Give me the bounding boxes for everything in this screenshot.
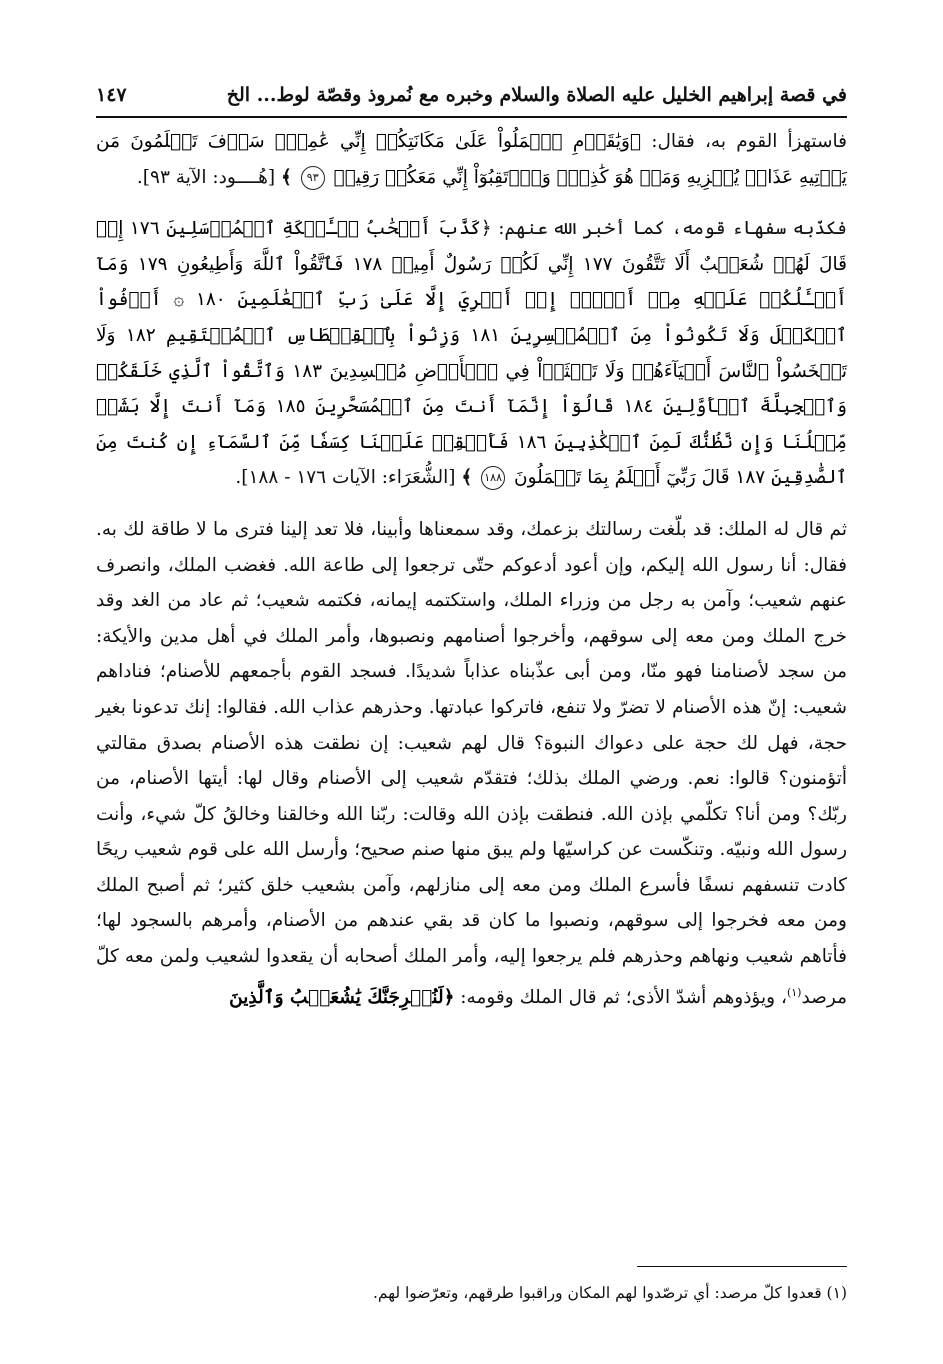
quran-verse: ﴿وَيَٰقَوۡمِ ٱعۡمَلُواْ عَلَىٰ مَكَانَتِكُمۡ إِنِّي عَٰمِلٞۖ سَوۡفَ تَعۡلَمُونَ مَن يَأۡتِيهِ عَذَابٞ يُخۡزِيهِ وَمَنۡ هُوَ كَٰذِبٞۖ وَٱرۡتَقِبُوٓاْ إِنِّي مَعَكُمۡ رَقِيبٞ bbox=[96, 131, 847, 188]
verse-close-bracket: ﴾ bbox=[280, 166, 292, 188]
body-text bbox=[96, 124, 847, 1015]
paragraph-intro: فاستهزأ القوم به، فقال: bbox=[641, 131, 847, 152]
running-title: في قصة إبراهيم الخليل عليه الصلاة والسلام وخبره مع نُمروذ وقصّة لوط... الخ bbox=[226, 84, 847, 106]
footnote-marker: (١) bbox=[786, 985, 802, 999]
paragraph-tail: ، ويؤذوهم أشدّ الأذى؛ ثم قال الملك وقومه: bbox=[454, 986, 787, 1008]
paragraph-1 bbox=[96, 124, 847, 195]
page-number: ١٤٧ bbox=[96, 84, 127, 106]
paragraph-3 bbox=[96, 512, 847, 1015]
verse-close-bracket: ﴾ bbox=[461, 467, 473, 489]
paragraph-intro: فكذّبه سفهاء قومه، كما أخبر الله عنهم: bbox=[491, 218, 847, 240]
verse-reference: [الشُّعَرَاء: الآيات ١٧٦ - ١٨٨]. bbox=[235, 467, 456, 489]
ayah-number-marker: ١٨٨ bbox=[481, 466, 505, 490]
paragraph-text: ثم قال له الملك: قد بلّغت رسالتك بزعمك، وقد سمعناها وأبينا، فلا تعد إلينا فترى ما لا طاقة لك به. فقال: أنا رسول الله إليكم، وإن أعود أدعوكم حتّى ترجعوا إلى طاعة الله. فغضب الملك، وانصرف عنهم شعيب؛ وآمن به رجل من وزراء الملك، واستكتمه إيمانه، فكتمه شعيب؛ ثم عاد من الغد وقد خرج الملك ومن معه إلى سوقهم، وأخرجوا أصنامهم ونصبوها، وأمر الملك في أهل مدين والأيكة: من سجد لأصنامنا فهو منّا، ومن أبى عذّبناه عذاباً شديدًا. فسجد القوم بأجمعهم للأصنام؛ فناداهم شعيب: إنّ هذه الأصنام لا تضرّ ولا تنفع، فاتركوا عبادتها. وحذرهم عذاب الله. فقالوا: إنك تدعونا بغير حجة، فهل لك حجة على دعواك النبوة؟ قال لهم شعيب: إن نطقت هذه الأصنام بصدق مقالتي أتؤمنون؟ قالوا: نعم. ورضي الملك بذلك؛ فتقدّم شعيب إلى الأصنام وقال لها: أيتها الأصنام، من ربّك؟ ومن أنا؟ تكلّمي بإذن الله. فنطقت بإذن الله وقالت: ربّنا الله وخالقنا وخالقُ كلّ شيء، وأنت رسول الله ونبيّه. وتنكّست عن كراسيّها ولم يبق منها صنم صحيح؛ وأرسل الله على قوم شعيب ريحًا كادت تنسفهم نسفًا فأسرع الملك ومن معه إلى منازلهم، وآمن بشعيب خلق كثير؛ ثم أصبح الملك ومن معه فخرجوا إلى سوقهم، ونصبوا ما كان قد بقي عندهم من الأصنام، وأمرهم بالسجود لها؛ فأتاهم شعيب ونهاهم وحذرهم فلم يرجعوا إليه، وأمر الملك أصحابه أن يقعدوا لشعيب ولمن معه كلّ مرصد bbox=[96, 518, 847, 1008]
footnote: (١) قعدوا كلّ مرصد: أي ترصّدوا لهم المكان وراقبوا طرقهم، وتعرّضوا لهم. bbox=[372, 1284, 847, 1302]
verse-reference: [هُــــود: الآية ٩٣]. bbox=[136, 166, 276, 188]
header-divider bbox=[96, 116, 847, 118]
quran-verse: ﴿كَذَّبَ أَصۡحَٰبُ لۡـَٔيۡكَةِ ٱلۡمُرۡسَلِينَ ١٧٦ إِذۡ قَالَ لَهُمۡ شُعَيۡبٌ أَلَا تَتَّقُونَ ١٧٧ إِنِّي لَكُمۡ رَسُولٌ أَمِينٞ ١٧٨ فَٱتَّقُواْ ٱللَّهَ وَأَطِيعُونِ ١٧٩ وَمَآ أَسۡـَٔلُكُمۡ عَلَيۡهِ مِنۡ أَجۡرٍۖ إِنۡ أَجۡرِيَ إِلَّا عَلَىٰ رَبِّ ٱلۡعَٰلَمِينَ ١٨٠ ۞ أَوۡفُواْ ٱلۡكَيۡلَ وَلَا تَكُونُواْ مِنَ ٱلۡمُخۡسِرِينَ ١٨١ وَزِنُواْ بِٱلۡقِسۡطَاسِ ٱلۡمُسۡتَقِيمِ ١٨٢ وَلَا تَبۡخَسُواْ ٱلنَّاسَ أَشۡيَآءَهُمۡ وَلَا تَعۡثَوۡاْ فِي ٱلۡأَرۡضِ مُفۡسِدِينَ ١٨٣ وَٱتَّقُواْ ٱلَّذِي خَلَقَكُمۡ وَٱلۡجِبِلَّةَ ٱلۡأَوَّلِينَ ١٨٤ قَالُوٓاْ إِنَّمَآ أَنتَ مِنَ ٱلۡمُسَحَّرِينَ ١٨٥ وَمَآ أَنتَ إِلَّا بَشَرٞ مِّثۡلُنَا وَإِن نَّظُنُّكَ لَمِنَ ٱلۡكَٰذِبِينَ ١٨٦ فَأَسۡقِطۡ عَلَيۡنَا كِسَفٗا مِّنَ ٱلسَّمَآءِ إِن كُنتَ مِنَ ٱلصَّٰدِقِينَ ١٨٧ قَالَ رَبِّيٓ أَعۡلَمُ بِمَا تَعۡمَلُونَ bbox=[96, 218, 848, 489]
paragraph-2 bbox=[96, 211, 847, 496]
quran-verse: ﴿لَنُخۡرِجَنَّكَ يَٰشُعَيۡبُ وَٱلَّذِينَ bbox=[229, 986, 455, 1008]
footnote-divider bbox=[637, 1266, 847, 1267]
ayah-number-marker: ٩٣ bbox=[301, 166, 325, 190]
page-header bbox=[96, 78, 847, 112]
